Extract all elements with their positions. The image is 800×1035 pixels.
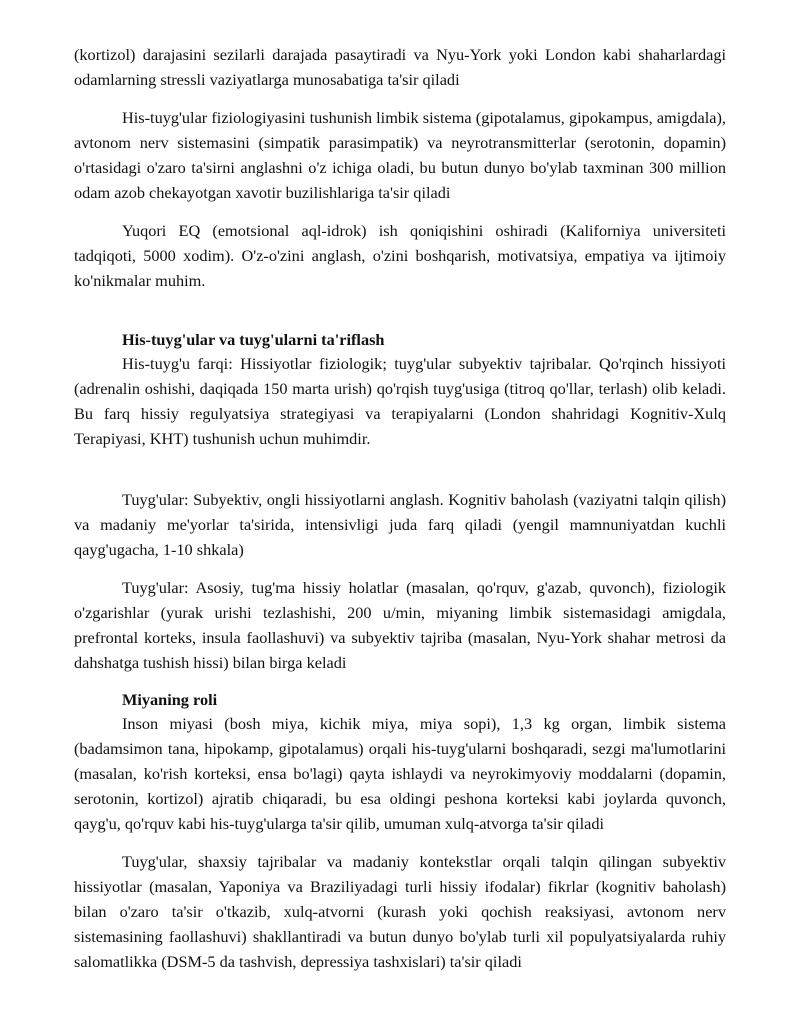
section-heading-definitions: His-tuyg'ular va tuyg'ularni ta'riflash bbox=[122, 330, 385, 349]
paragraph-eq: Yuqori EQ (emotsional aql-idrok) ish qoniqishini oshiradi (Kaliforniya universiteti tadqiqoti, 5000 xodim). O'z-o'zini anglash, o'zini boshqarish, motivatsiya, empatiya va ijtimoiy ko'nikmalar muhim. bbox=[74, 221, 726, 290]
paragraph-difference: His-tuyg'u farqi: Hissiyotlar fiziologik; tuyg'ular subyektiv tajribalar. Qo'rqinch hissiyoti (adrenalin oshishi, daqiqada 150 marta urish) qo'rqish tuyg'usiga (titroq qo'llar, terlash) olib keladi. Bu farq hissiy regulyatsiya strategiyasi va terapiyalarni (London shahridagi Kognitiv-Xulq Terapiyasi, KHT) tushunish uchun muhimdir. bbox=[74, 354, 726, 448]
document-page bbox=[74, 42, 726, 974]
paragraph-feelings: Tuyg'ular: Subyektiv, ongli hissiyotlarni anglash. Kognitiv baholash (vaziyatni talqin qilish) va madaniy me'yorlar ta'sirida, intensivligi juda farq qiladi (yengil mamnuniyatdan kuchli qayg'ugacha, 1-10 shkala) bbox=[74, 490, 726, 559]
section-heading-brain: Miyaning roli bbox=[122, 690, 218, 709]
paragraph-emotions: Tuyg'ular: Asosiy, tug'ma hissiy holatlar (masalan, qo'rquv, g'azab, quvonch), fiziologik o'zgarishlar (yurak urishi tezlashishi, 200 u/min, miyaning limbik sistemasidagi amigdala, prefrontal korteks, insula faollashuvi) va subyektiv tajriba (masalan, Nyu-York shahar metrosi da dahshatga tushish hissi) bilan birga keladi bbox=[74, 578, 726, 672]
paragraph-cultural-context: Tuyg'ular, shaxsiy tajribalar va madaniy kontekstlar orqali talqin qilingan subyektiv hissiyotlar (masalan, Yaponiya va Braziliyadagi turli hissiy ifodalar) fikrlar (kognitiv baholash) bilan o'zaro ta'sir o'tkazib, xulq-atvorni (kurash yoki qochish reaksiyasi, avtonom nerv sistemasining faollashuvi) shakllantiradi va butun dunyo bo'ylab turli xil populyatsiyalarda ruhiy salomatlikka (DSM-5 da tashvish, depressiya tashxislari) ta'sir qiladi bbox=[74, 852, 726, 971]
paragraph-physiology: His-tuyg'ular fiziologiyasini tushunish limbik sistema (gipotalamus, gipokampus, amigdala), avtonom nerv sistemasini (simpatik parasimpatik) va neyrotransmitterlar (serotonin, dopamin) o'rtasidagi o'zaro ta'sirni anglashni o'z ichiga oladi, bu butun dunyo bo'ylab taxminan 300 million odam azob chekayotgan xavotir buzilishlariga ta'sir qiladi bbox=[74, 108, 726, 202]
paragraph-cortisol: (kortizol) darajasini sezilarli darajada pasaytiradi va Nyu-York yoki London kabi shaharlardagi odamlarning stressli vaziyatlarga munosabatiga ta'sir qiladi bbox=[74, 45, 726, 89]
paragraph-brain-role: Inson miyasi (bosh miya, kichik miya, miya sopi), 1,3 kg organ, limbik sistema (badamsimon tana, hipokamp, gipotalamus) orqali his-tuyg'ularni boshqaradi, sezgi ma'lumotlarini (masalan, ko'rish korteksi, ensa bo'lagi) qayta ishlaydi va neyrokimyoviy moddalarni (dopamin, serotonin, kortizol) ajratib chiqaradi, bu esa oldingi peshona korteksi kabi joylarda quvonch, qayg'u, qo'rquv kabi his-tuyg'ularga ta'sir qilib, umuman xulq-atvorga ta'sir qiladi bbox=[74, 714, 726, 833]
